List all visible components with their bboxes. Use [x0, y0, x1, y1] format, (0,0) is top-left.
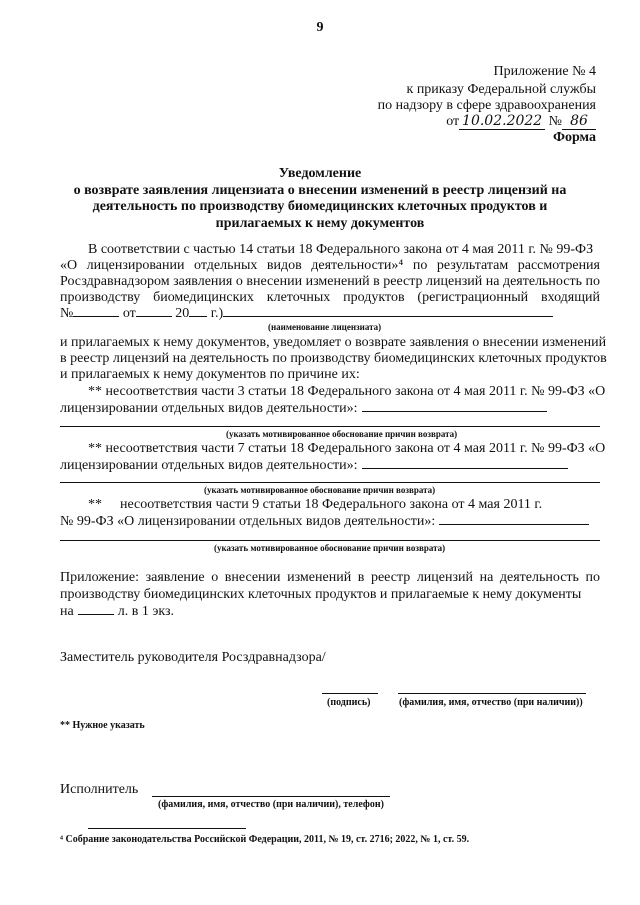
caption-fullname: (фамилия, имя, отчество (при наличии)): [399, 697, 583, 708]
attachment-line-2: производству биомедицинских клеточных продуктов и прилагаемые к нему документы: [60, 587, 582, 602]
paragraph-1-line-1: В соответствии с частью 14 статьи 18 Федерального закона от 4 мая 2011 г. № 99-ФЗ: [88, 242, 594, 257]
reason-2-line-2: [60, 458, 600, 474]
caption-reason-3: (указать мотивированное обоснование причин возврата): [214, 543, 446, 553]
caption-reason-1: (указать мотивированное обоснование причин возврата): [226, 429, 458, 439]
order-date-value: 10.02.2022: [459, 113, 545, 130]
deputy-head-title: Заместитель руководителя Росздравнадзора/: [60, 650, 326, 665]
attachment-copies-label: л. в 1 экз.: [117, 604, 174, 619]
caption-signature: (подпись): [327, 697, 371, 708]
reason-3-text-2: № 99-ФЗ «О лицензировании отдельных видов деятельности»:: [60, 514, 436, 529]
reason-1-line-2: [60, 401, 600, 417]
order-date-number: [446, 113, 596, 130]
reason-3-underline: [60, 540, 600, 541]
page-number: 9: [316, 20, 324, 35]
paragraph-1-line-4: производству биомедицинских клеточных продуктов (регистрационный входящий: [60, 290, 600, 305]
reason-1-text: лицензировании отдельных видов деятельности»:: [60, 401, 358, 416]
caption-reason-2: (указать мотивированное обоснование причин возврата): [204, 485, 436, 495]
required-note: ** Нужное указать: [60, 720, 145, 731]
fullname-line: [398, 693, 586, 694]
attachment-on-label: на: [60, 604, 74, 619]
paragraph-2-line-1: и прилагаемых к нему документов, уведомляет о возврате заявления о внесении изменений: [60, 335, 607, 350]
paragraph-2-line-2: в реестр лицензий на деятельность по производству биомедицинских клеточных продуктов: [60, 351, 607, 366]
reason-2-underline: [60, 482, 600, 483]
paragraph-1-line-2: «О лицензировании отдельных видов деятельности»⁴ по результатам рассмотрения: [60, 258, 600, 273]
reg-year-suffix: г.): [210, 306, 224, 321]
agency-name: по надзору в сфере здравоохранения: [377, 98, 596, 113]
executor-label: Исполнитель: [60, 782, 139, 797]
reg-number-label: №: [60, 306, 74, 321]
reason-3-marker: **: [88, 497, 102, 512]
reason-1-line-1: ** несоответствия части 3 статьи 18 Федерального закона от 4 мая 2011 г. № 99-ФЗ «О: [88, 384, 606, 399]
reason-2-text: лицензировании отдельных видов деятельности»:: [60, 458, 358, 473]
order-reference: к приказу Федеральной службы: [406, 82, 596, 97]
footnote-text: ⁴ Собрание законодательства Российской Федерации, 2011, № 19, ст. 2716; 2022, № 1, ст. 59.: [60, 834, 470, 845]
notice-subtitle-1: о возврате заявления лицензиата о внесении изменений в реестр лицензий на: [73, 183, 567, 198]
reason-3-text-1: несоответствия части 9 статьи 18 Федерального закона от 4 мая 2011 г.: [120, 497, 543, 512]
signature-line: [322, 693, 378, 694]
reg-year-label: 20: [175, 306, 190, 321]
caption-licensee-name: (наименование лицензиата): [268, 322, 382, 332]
reason-3-line-1: [88, 497, 600, 513]
executor-line: [152, 796, 390, 797]
notice-title: Уведомление: [278, 166, 362, 181]
notice-subtitle-2: деятельность по производству биомедицинских клеточных продуктов и: [92, 199, 548, 214]
footnote-separator: [88, 828, 246, 829]
paragraph-1-line-3: Росздравнадзором заявления о внесении изменений в реестр лицензий на деятельность по: [60, 274, 600, 289]
order-number-value: 86: [562, 113, 596, 130]
paragraph-2-line-3: и прилагаемых к нему документов по причине их:: [60, 367, 360, 382]
attachment-line-1: Приложение: заявление о внесении изменений в реестр лицензий на деятельность по: [60, 570, 600, 585]
reason-1-underline: [60, 426, 600, 427]
attachment-line-3: [60, 604, 600, 620]
notice-subtitle-3: прилагаемых к нему документов: [215, 216, 425, 231]
reason-2-line-1: ** несоответствия части 7 статьи 18 Федерального закона от 4 мая 2011 г. № 99-ФЗ «О: [88, 441, 606, 456]
caption-executor: (фамилия, имя, отчество (при наличии), телефон): [158, 799, 384, 810]
appendix-number: Приложение № 4: [493, 64, 596, 79]
registration-number-line: [60, 306, 600, 322]
reason-3-line-2: [60, 514, 600, 530]
number-prefix: №: [548, 114, 562, 129]
reg-date-label: от: [122, 306, 136, 321]
date-prefix: от: [446, 114, 460, 129]
form-label: Форма: [552, 130, 596, 145]
